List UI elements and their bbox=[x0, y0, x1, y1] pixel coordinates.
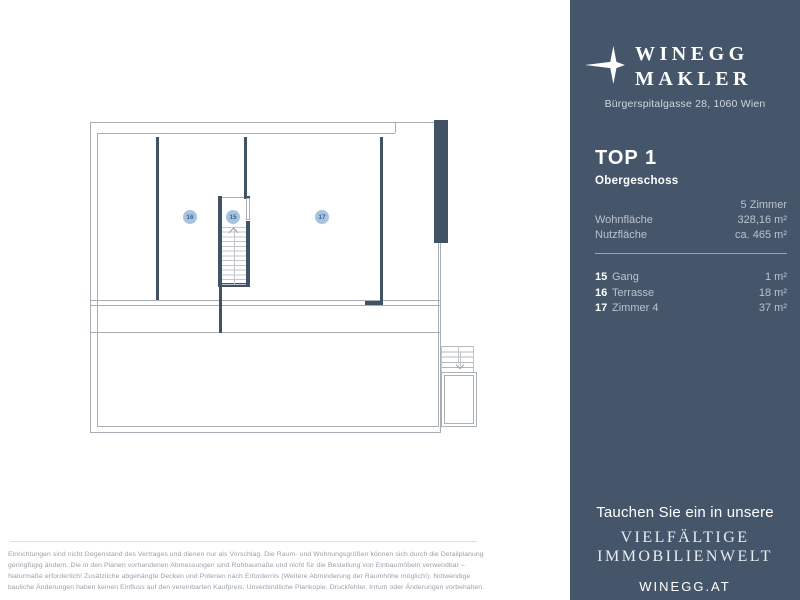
room-row-15 bbox=[595, 270, 787, 286]
ext-stair-right-edge bbox=[473, 346, 474, 372]
room-badge-15-label: 15 bbox=[229, 213, 237, 221]
ext-landing-inner bbox=[444, 375, 474, 424]
plan-outer-boundary bbox=[90, 122, 441, 433]
unit-subtitle: Obergeschoss bbox=[595, 175, 679, 187]
shaft-rect bbox=[434, 120, 448, 243]
footer-line2: VIELFÄLTIGE bbox=[620, 529, 750, 546]
brand-line2: MAKLER bbox=[635, 68, 752, 90]
unit-divider bbox=[595, 253, 787, 254]
plan-inner-line-jog bbox=[395, 123, 396, 133]
room-row-16-name: Terrasse bbox=[612, 286, 655, 299]
plan-inner-line-bottom bbox=[97, 426, 439, 427]
plan-inner-line-left bbox=[97, 133, 98, 427]
room-legend bbox=[595, 270, 787, 317]
room-row-15-name: Gang bbox=[612, 271, 639, 283]
sidebar-footer bbox=[570, 504, 800, 594]
wall-below-stairs bbox=[219, 287, 222, 333]
winegg-star-icon bbox=[585, 40, 631, 90]
wall-room15-top bbox=[244, 137, 247, 198]
ext-stair-left-edge bbox=[441, 346, 442, 372]
wohnflaeche-value: 328,16 m² bbox=[737, 214, 787, 226]
stair-wall-right bbox=[246, 221, 250, 285]
disclaimer-line-3: Naturmaße erforderlich! Zusätzliche abgehängte Decken und Poterien nach Erfordernis (Weitere Abminderung der Raumhöhe möglich!). Notwendige bbox=[8, 573, 471, 580]
unit-info bbox=[595, 147, 787, 317]
wohnflaeche-label: Wohnfläche bbox=[595, 214, 653, 226]
wall-room16-left bbox=[156, 137, 159, 300]
room-row-15-no: 15 bbox=[595, 271, 608, 283]
stair-door-opening bbox=[246, 198, 250, 220]
wall-room17-right bbox=[380, 137, 383, 305]
footer-serif-lines bbox=[570, 528, 800, 566]
room-badge-17-label: 17 bbox=[318, 213, 326, 221]
nutzflaeche-label: Nutzfläche bbox=[595, 229, 647, 241]
nutzflaeche-value: ca. 465 m² bbox=[735, 229, 787, 241]
room-badge-16-label: 16 bbox=[186, 213, 194, 221]
room-row-16-area: 18 m² bbox=[758, 286, 787, 299]
terrace-line-2 bbox=[91, 305, 440, 306]
room-row-17 bbox=[595, 301, 787, 317]
unit-title: TOP 1 bbox=[595, 147, 658, 169]
disclaimer-line-1: Einrichtungen sind nicht Gegenstand des Vertrages und dienen nur als Vorschlag. Die Raum- und Wohnungsgrößen können sich durch die Detailplanung bbox=[8, 551, 484, 558]
wall-room17-foot bbox=[365, 301, 383, 305]
unit-zimmer: 5 Zimmer bbox=[740, 199, 787, 211]
footer-line3: IMMOBILIENWELT bbox=[597, 548, 773, 565]
room-badge-15 bbox=[226, 210, 240, 224]
room-badge-17 bbox=[315, 210, 329, 224]
room-row-17-no: 17 bbox=[595, 302, 608, 314]
room-badge-16 bbox=[183, 210, 197, 224]
brand-name bbox=[635, 42, 752, 92]
room-row-17-area: 37 m² bbox=[758, 302, 787, 314]
terrace-line-1 bbox=[91, 300, 440, 301]
disclaimer-line-2: geringfügig ändern. Die in den Plänen vorhandenen Abmessungen sind Rohbaumaße und nicht für die Bestellung von Einbaumöbeln verwendbar – bbox=[8, 562, 465, 569]
disclaimer-text bbox=[8, 549, 538, 593]
sidebar bbox=[570, 0, 800, 600]
disclaimer-divider bbox=[10, 541, 477, 542]
room-row-16-no: 16 bbox=[595, 286, 608, 299]
room-row-16 bbox=[595, 286, 787, 302]
terrace-line-3 bbox=[91, 332, 440, 333]
room-row-15-area: 1 m² bbox=[765, 271, 787, 283]
brand-line1: WINEGG bbox=[635, 43, 749, 65]
room-row-17-name: Zimmer 4 bbox=[612, 302, 659, 314]
disclaimer-line-4: bauliche Änderungen haben keinen Einfluss auf den vereinbarten Kaufpreis. Unverbindliche Plankopie, Druckfehler, Irrtum oder Änderungen vorbehalten. bbox=[8, 584, 485, 591]
footer-tagline: Tauchen Sie ein in unsere bbox=[596, 504, 774, 521]
footer-website-link[interactable]: WINEGG.AT bbox=[639, 579, 731, 594]
plan-inner-line-top bbox=[97, 133, 395, 134]
brand-address: Bürgerspitalgasse 28, 1060 Wien bbox=[604, 98, 766, 110]
